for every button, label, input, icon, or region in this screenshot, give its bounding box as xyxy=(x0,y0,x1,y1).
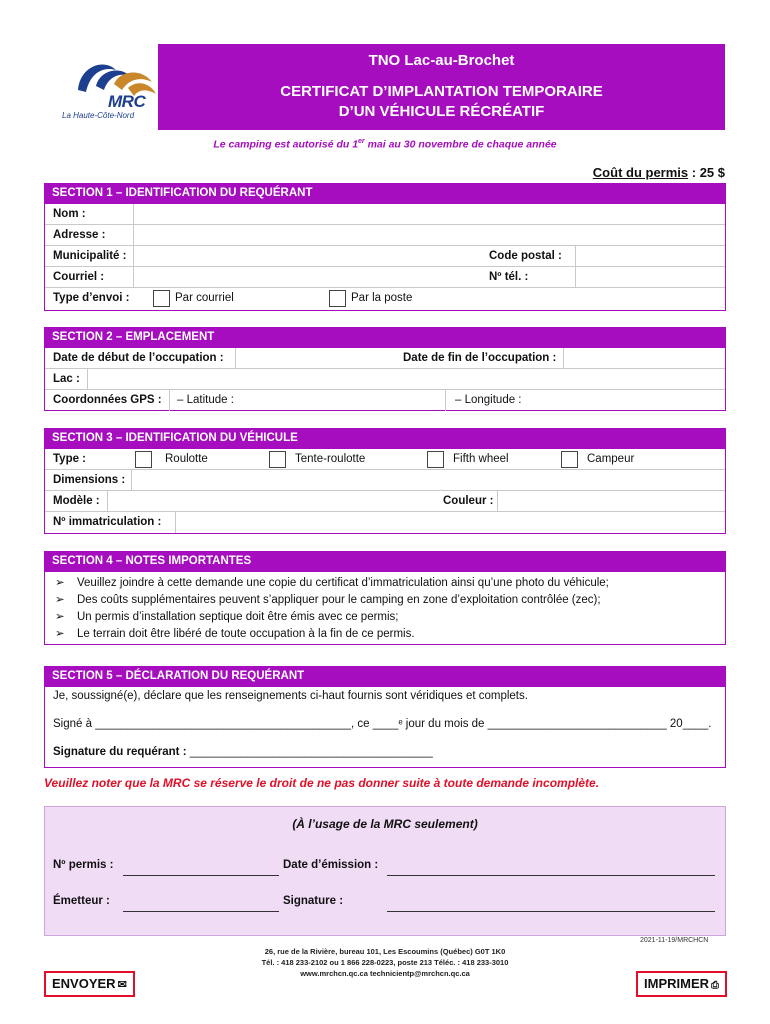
lac-label: Lac : xyxy=(53,373,80,385)
subtitle-sup: er xyxy=(358,138,365,145)
immatriculation-field[interactable] xyxy=(176,513,724,532)
arrow-bullet-icon: ➢ xyxy=(55,594,65,606)
nom-label: Nom : xyxy=(53,208,86,220)
declaration-text: Je, soussigné(e), déclare que les renseignements ci-haut fournis sont véridiques et complets. xyxy=(53,690,528,702)
date-emission-label: Date d’émission : xyxy=(283,859,379,871)
note-item xyxy=(55,575,609,589)
row-type-envoi xyxy=(45,288,725,309)
note-text: Des coûts supplémentaires peuvent s’appliquer pour le camping en zone d’exploitation contrôlée (zec); xyxy=(77,594,601,606)
no-permis-label: Nº permis : xyxy=(53,859,114,871)
note-item xyxy=(55,626,415,640)
note-text: Un permis d’installation septique doit être émis avec ce permis; xyxy=(77,611,399,623)
type-envoi-label: Type d’envoi : xyxy=(53,292,130,304)
section-3-title: SECTION 3 – IDENTIFICATION DU VÉHICULE xyxy=(44,428,726,448)
lac-field[interactable] xyxy=(88,370,724,389)
adresse-field[interactable] xyxy=(134,226,724,245)
longitude-field[interactable] xyxy=(535,391,723,410)
note-item xyxy=(55,609,399,623)
footer-phone: Tél. : 418 233-2102 ou 1 866 228-0223, poste 213 Téléc. : 418 233-3010 xyxy=(261,958,509,967)
par-courriel-checkbox[interactable] xyxy=(153,290,170,307)
signature-line[interactable] xyxy=(387,911,715,912)
tente-roulotte-checkbox[interactable] xyxy=(269,451,286,468)
camping-period-note xyxy=(200,138,570,151)
longitude-label: – Longitude : xyxy=(455,394,522,406)
section-4 xyxy=(44,551,726,645)
code-postal-field[interactable] xyxy=(576,247,724,266)
signature-label: Signature : xyxy=(283,895,344,907)
modele-field[interactable] xyxy=(108,492,438,511)
arrow-bullet-icon: ➢ xyxy=(55,611,65,623)
section-5-title: SECTION 5 – DÉCLARATION DU REQUÉRANT xyxy=(44,666,726,686)
logo-text: MRC xyxy=(108,92,146,111)
no-tel-field[interactable] xyxy=(576,268,724,287)
emetteur-label: Émetteur : xyxy=(53,895,110,907)
row-type xyxy=(45,449,725,470)
section-5-body xyxy=(44,686,726,768)
gps-label: Coordonnées GPS : xyxy=(53,394,162,406)
tente-roulotte-label: Tente-roulotte xyxy=(295,453,366,465)
signature-row xyxy=(53,746,433,758)
section-3-body xyxy=(44,448,726,534)
signature-requerant-label: Signature du requérant : xyxy=(53,746,187,758)
couleur-field[interactable] xyxy=(498,492,724,511)
par-la-poste-label: Par la poste xyxy=(351,292,413,304)
permit-cost xyxy=(560,165,725,180)
couleur-label: Couleur : xyxy=(443,495,494,507)
incomplete-warning: Veuillez noter que la MRC se réserve le droit de ne pas donner suite à toute demande incomplète. xyxy=(44,776,600,790)
certificate-title xyxy=(158,82,725,122)
section-2-title: SECTION 2 – EMPLACEMENT xyxy=(44,327,726,347)
certificate-title-line1: CERTIFICAT D’IMPLANTATION TEMPORAIRE xyxy=(280,83,603,100)
arrow-bullet-icon: ➢ xyxy=(55,577,65,589)
arrow-bullet-icon: ➢ xyxy=(55,628,65,640)
adresse-label: Adresse : xyxy=(53,229,106,241)
footer-web: www.mrchcn.qc.ca technicientp@mrchcn.qc.ca xyxy=(300,969,470,978)
imprimer-button[interactable] xyxy=(636,971,727,997)
par-la-poste-checkbox[interactable] xyxy=(329,290,346,307)
latitude-field[interactable] xyxy=(245,391,441,410)
section-1-body xyxy=(44,203,726,311)
par-courriel-label: Par courriel xyxy=(175,292,234,304)
certificate-title-line2: D’UN VÉHICULE RÉCRÉATIF xyxy=(338,103,545,120)
logo-subtitle: La Haute-Côte-Nord xyxy=(62,111,135,120)
dimensions-label: Dimensions : xyxy=(53,474,126,486)
section-1-title: SECTION 1 – IDENTIFICATION DU REQUÉRANT xyxy=(44,183,726,203)
section-1 xyxy=(44,183,726,311)
section-5 xyxy=(44,666,726,768)
divider xyxy=(169,390,170,411)
roulotte-label: Roulotte xyxy=(165,453,208,465)
date-fin-field[interactable] xyxy=(564,349,724,368)
note-item xyxy=(55,592,601,606)
mrc-use-box xyxy=(44,806,726,936)
permit-cost-value: : 25 $ xyxy=(688,165,725,180)
no-permis-line[interactable] xyxy=(123,875,279,876)
section-4-body xyxy=(44,571,726,645)
send-icon: ✉ xyxy=(117,979,127,991)
campeur-label: Campeur xyxy=(587,453,635,465)
code-postal-label: Code postal : xyxy=(489,250,562,262)
fifth-wheel-label: Fifth wheel xyxy=(453,453,509,465)
roulotte-checkbox[interactable] xyxy=(135,451,152,468)
imprimer-label: IMPRIMER xyxy=(644,976,709,991)
municipalite-field[interactable] xyxy=(134,247,484,266)
document-id: 2021-11-19/MRCHCN xyxy=(640,937,709,944)
section-2 xyxy=(44,327,726,411)
fifth-wheel-checkbox[interactable] xyxy=(427,451,444,468)
date-fin-label: Date de fin de l’occupation : xyxy=(403,352,557,364)
note-text: Le terrain doit être libéré de toute occupation à la fin de ce permis. xyxy=(77,628,415,640)
subtitle-post: mai au 30 novembre de chaque année xyxy=(364,138,557,151)
header-band xyxy=(158,44,725,130)
location-title: TNO Lac-au-Brochet xyxy=(368,52,515,69)
municipalite-label: Municipalité : xyxy=(53,250,127,262)
permit-cost-label: Coût du permis xyxy=(592,165,689,180)
section-2-body xyxy=(44,347,726,411)
footer-contact xyxy=(185,946,585,979)
signe-a-line[interactable]: Signé à ________________________________________, ce ____ᵉ jour du mois de ____________________________ 20____. xyxy=(53,718,712,730)
print-icon: ⎙ xyxy=(711,980,719,991)
courriel-field[interactable] xyxy=(134,268,484,287)
campeur-checkbox[interactable] xyxy=(561,451,578,468)
nom-field[interactable] xyxy=(134,205,724,224)
date-debut-label: Date de début de l’occupation : xyxy=(53,352,224,364)
note-text: Veuillez joindre à cette demande une copie du certificat d’immatriculation ainsi qu’une photo du véhicule; xyxy=(77,577,609,589)
type-label: Type : xyxy=(53,453,87,465)
mrc-use-title: (À l’usage de la MRC seulement) xyxy=(292,817,478,831)
section-4-title: SECTION 4 – NOTES IMPORTANTES xyxy=(44,551,726,571)
section-3 xyxy=(44,428,726,534)
latitude-label: – Latitude : xyxy=(177,394,234,406)
envoyer-label: ENVOYER xyxy=(52,976,116,991)
signature-requerant-line[interactable]: ______________________________________ xyxy=(189,746,433,758)
date-debut-field[interactable] xyxy=(236,349,396,368)
date-emission-line[interactable] xyxy=(387,875,715,876)
emetteur-line[interactable] xyxy=(123,911,279,912)
courriel-label: Courriel : xyxy=(53,271,105,283)
dimensions-field[interactable] xyxy=(132,471,724,490)
immatriculation-label: Nº immatriculation : xyxy=(53,516,162,528)
divider xyxy=(445,390,446,411)
modele-label: Modèle : xyxy=(53,495,100,507)
footer-address: 26, rue de la Rivière, bureau 101, Les Escoumins (Québec) G0T 1K0 xyxy=(264,947,506,956)
no-tel-label: Nº tél. : xyxy=(489,271,529,283)
envoyer-button[interactable] xyxy=(44,971,135,997)
subtitle-pre: Le camping est autorisé du 1 xyxy=(213,138,359,151)
